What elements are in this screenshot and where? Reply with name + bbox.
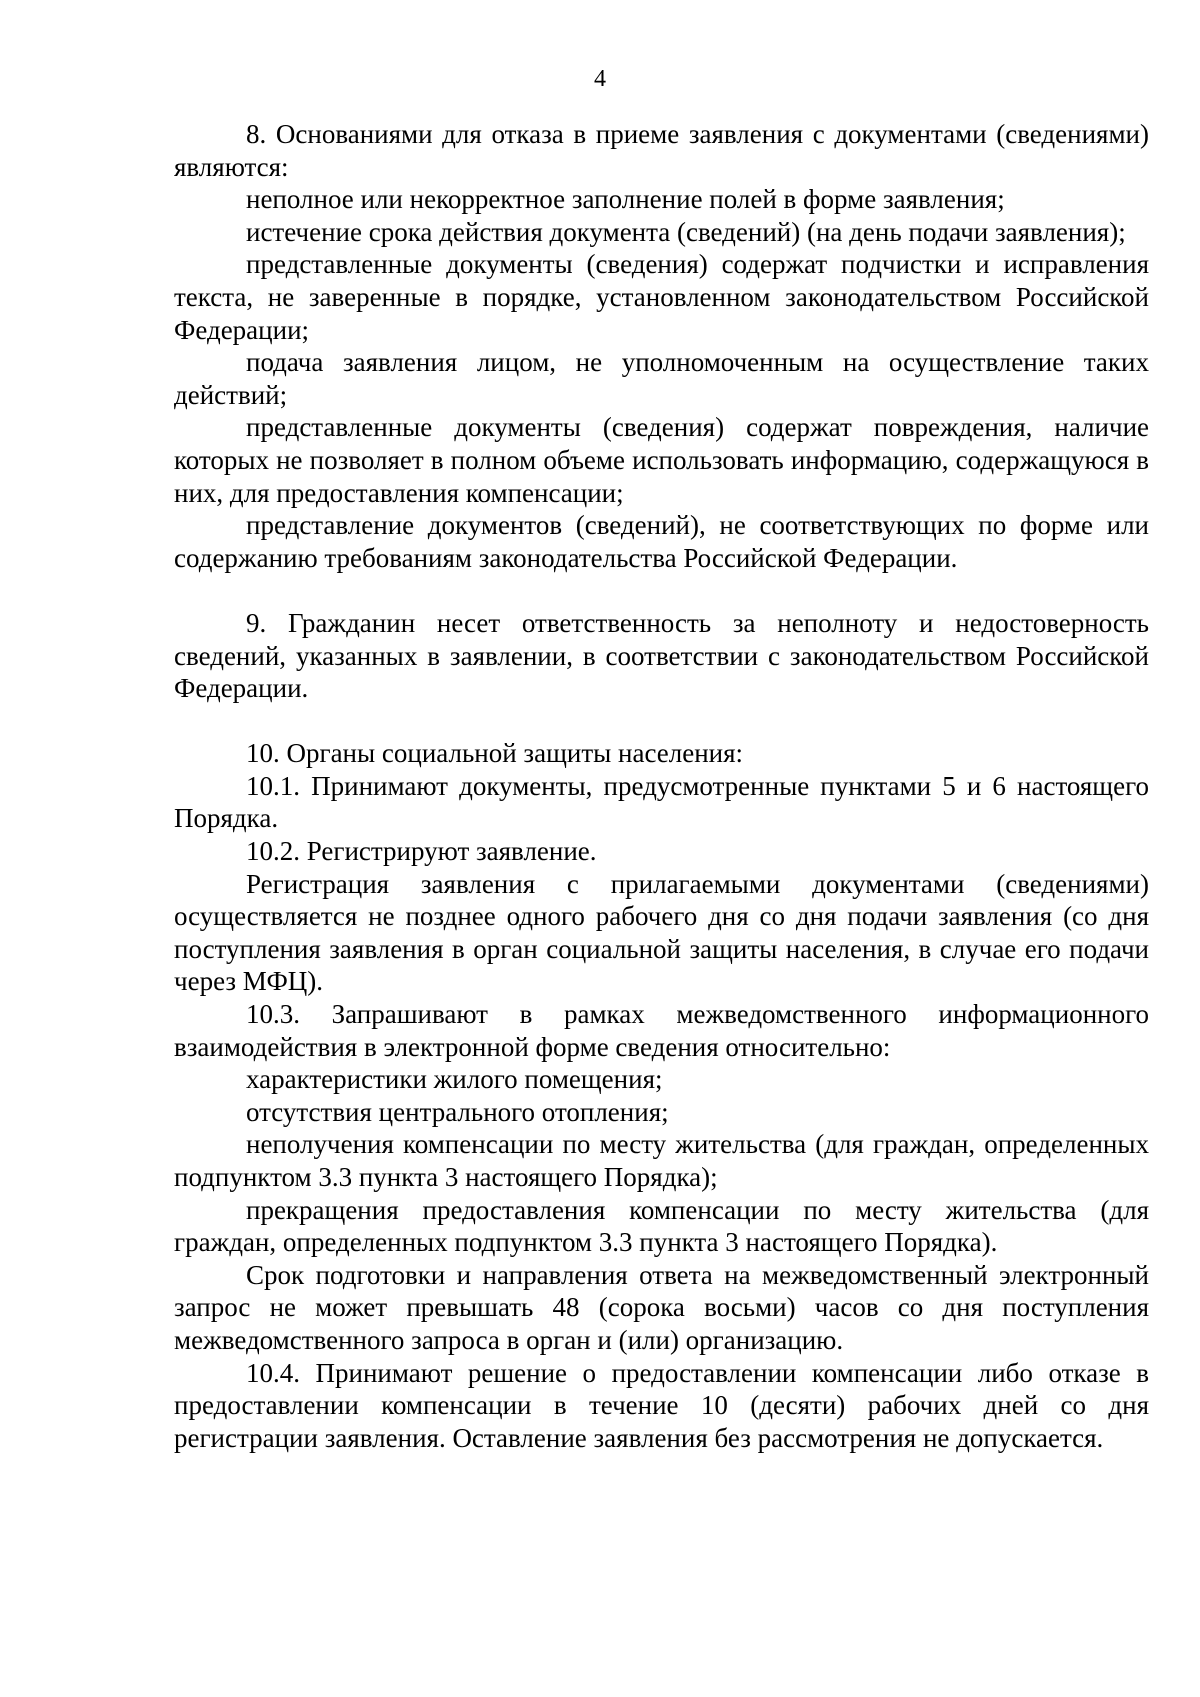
page-number: 4 [594,66,606,92]
document-body [174,118,1149,1454]
paragraph-8-refusal-grounds: 8. Основаниями для отказа в приеме заявления с документами (сведениями) являются: [174,119,1149,182]
paragraph-damaged-documents: представленные документы (сведения) содержат повреждения, наличие которых не позволяет в полном объеме использовать информацию, содержащуюся в них, для предоставления компенсации; [174,412,1149,508]
paragraph-unauthorized-person: подача заявления лицом, не уполномоченным на осуществление таких действий; [174,347,1149,410]
paragraph-10-social-protection: 10. Органы социальной защиты населения: [246,738,744,769]
paragraph-non-receipt: неполучения компенсации по месту жительства (для граждан, определенных подпунктом 3.3 пункта 3 настоящего Порядка); [174,1129,1149,1192]
paragraph-9-responsibility: 9. Гражданин несет ответственность за неполноту и недостоверность сведений, указанных в заявлении, в соответствии с законодательством Российской Федерации. [174,607,1149,704]
paragraph-10-1: 10.1. Принимают документы, предусмотренные пунктами 5 и 6 настоящего Порядка. [174,770,1149,834]
paragraph-no-central-heating: отсутствия центрального отопления; [246,1096,669,1127]
paragraph-registration: Регистрация заявления с прилагаемыми документами (сведениями) осуществляется не позднее одного рабочего дня со дня подачи заявления (со дня поступления заявления в орган социальной защиты населения, в случае его подачи через МФЦ). [174,868,1149,997]
paragraph-termination: прекращения предоставления компенсации по месту жительства (для граждан, определенных подпунктом 3.3 пункта 3 настоящего Порядка). [174,1194,1149,1258]
paragraph-nonconforming-documents: представление документов (сведений), не соответствующих по форме или содержанию требованиям законодательства Российской Федерации. [174,510,1149,573]
paragraph-10-3: 10.3. Запрашивают в рамках межведомственного информационного взаимодействия в электронной форме сведения относительно: [174,999,1149,1062]
paragraph-incomplete-form: неполное или некорректное заполнение полей в форме заявления; [246,184,1005,215]
paragraph-10-2: 10.2. Регистрируют заявление. [246,836,597,867]
paragraph-response-deadline: Срок подготовки и направления ответа на межведомственный электронный запрос не может превышать 48 (сорока восьми) часов со дня поступления межведомственного запроса в орган и (или) организацию. [174,1259,1149,1355]
paragraph-corrections: представленные документы (сведения) содержат подчистки и исправления текста, не заверенные в порядке, установленном законодательством Российской Федерации; [174,249,1149,345]
paragraph-housing-characteristics: характеристики жилого помещения; [246,1064,663,1095]
paragraph-10-4: 10.4. Принимают решение о предоставлении компенсации либо отказе в предоставлении компенсации в течение 10 (десяти) рабочих дней со дня регистрации заявления. Оставление заявления без рассмотрения не допускается. [174,1357,1149,1453]
paragraph-expired-document: истечение срока действия документа (сведений) (на день подачи заявления); [246,216,1126,247]
